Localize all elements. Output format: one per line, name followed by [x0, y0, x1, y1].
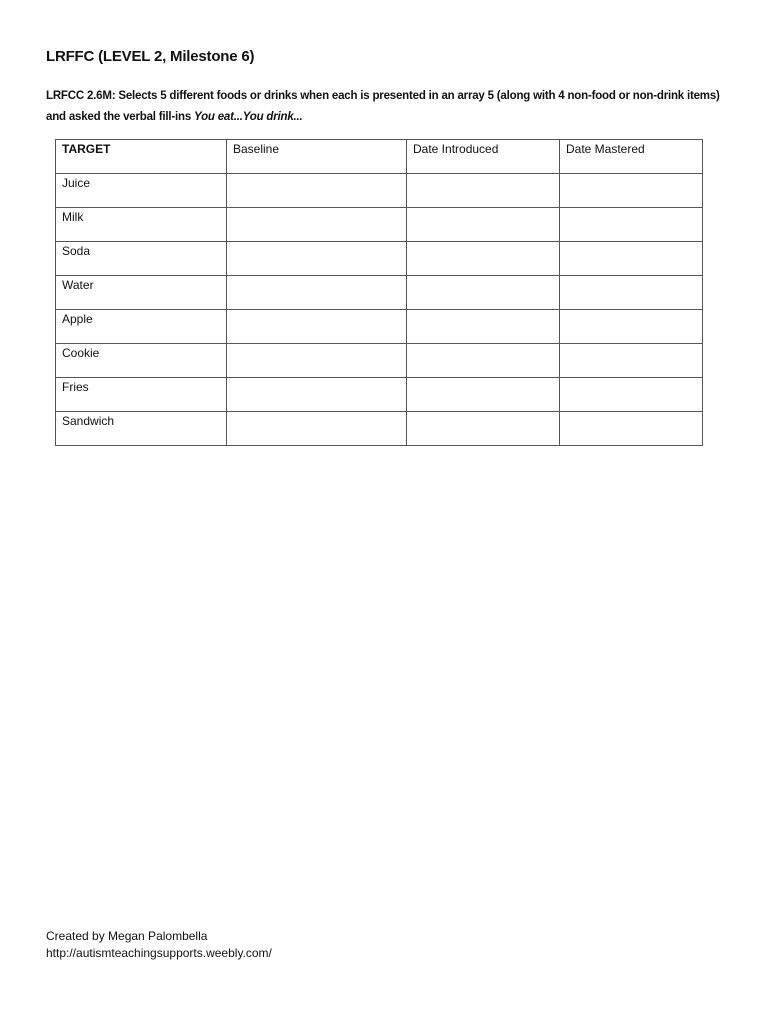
description-text: LRFCC 2.6M: Selects 5 different foods or drinks when each is presented in an array 5 (along with 4 non-food or non-drink items) and asked the verbal fill-ins	[46, 90, 720, 123]
footer-credit: Created by Megan Palombella	[46, 929, 208, 943]
target-cell: Cookie	[56, 344, 227, 378]
date-introduced-cell[interactable]	[407, 310, 560, 344]
baseline-cell[interactable]	[227, 276, 407, 310]
header-target: TARGET	[56, 140, 227, 174]
date-mastered-cell[interactable]	[560, 412, 703, 446]
baseline-cell[interactable]	[227, 174, 407, 208]
date-introduced-cell[interactable]	[407, 412, 560, 446]
table-header-row	[56, 140, 703, 174]
baseline-cell[interactable]	[227, 310, 407, 344]
date-mastered-cell[interactable]	[560, 276, 703, 310]
date-mastered-cell[interactable]	[560, 208, 703, 242]
target-cell: Milk	[56, 208, 227, 242]
target-cell: Soda	[56, 242, 227, 276]
baseline-cell[interactable]	[227, 378, 407, 412]
baseline-cell[interactable]	[227, 208, 407, 242]
footer	[46, 928, 272, 962]
description-fill-ins: You eat...You drink...	[194, 111, 303, 123]
table-row	[56, 378, 703, 412]
date-introduced-cell[interactable]	[407, 276, 560, 310]
table-row	[56, 174, 703, 208]
header-date-introduced: Date Introduced	[407, 140, 560, 174]
date-mastered-cell[interactable]	[560, 242, 703, 276]
footer-url: http://autismteachingsupports.weebly.com/	[46, 946, 272, 960]
date-mastered-cell[interactable]	[560, 174, 703, 208]
date-introduced-cell[interactable]	[407, 208, 560, 242]
tracking-table	[55, 139, 703, 446]
table-row	[56, 344, 703, 378]
date-mastered-cell[interactable]	[560, 378, 703, 412]
date-introduced-cell[interactable]	[407, 242, 560, 276]
header-baseline: Baseline	[227, 140, 407, 174]
table-row	[56, 412, 703, 446]
target-cell: Juice	[56, 174, 227, 208]
header-date-mastered: Date Mastered	[560, 140, 703, 174]
date-introduced-cell[interactable]	[407, 344, 560, 378]
date-introduced-cell[interactable]	[407, 174, 560, 208]
page-title: LRFFC (LEVEL 2, Milestone 6)	[46, 48, 255, 65]
table-row	[56, 208, 703, 242]
date-introduced-cell[interactable]	[407, 378, 560, 412]
table-row	[56, 310, 703, 344]
target-cell: Sandwich	[56, 412, 227, 446]
description	[46, 86, 726, 128]
target-cell: Water	[56, 276, 227, 310]
target-cell: Fries	[56, 378, 227, 412]
baseline-cell[interactable]	[227, 412, 407, 446]
baseline-cell[interactable]	[227, 344, 407, 378]
date-mastered-cell[interactable]	[560, 310, 703, 344]
table-row	[56, 242, 703, 276]
baseline-cell[interactable]	[227, 242, 407, 276]
target-cell: Apple	[56, 310, 227, 344]
date-mastered-cell[interactable]	[560, 344, 703, 378]
table-row	[56, 276, 703, 310]
